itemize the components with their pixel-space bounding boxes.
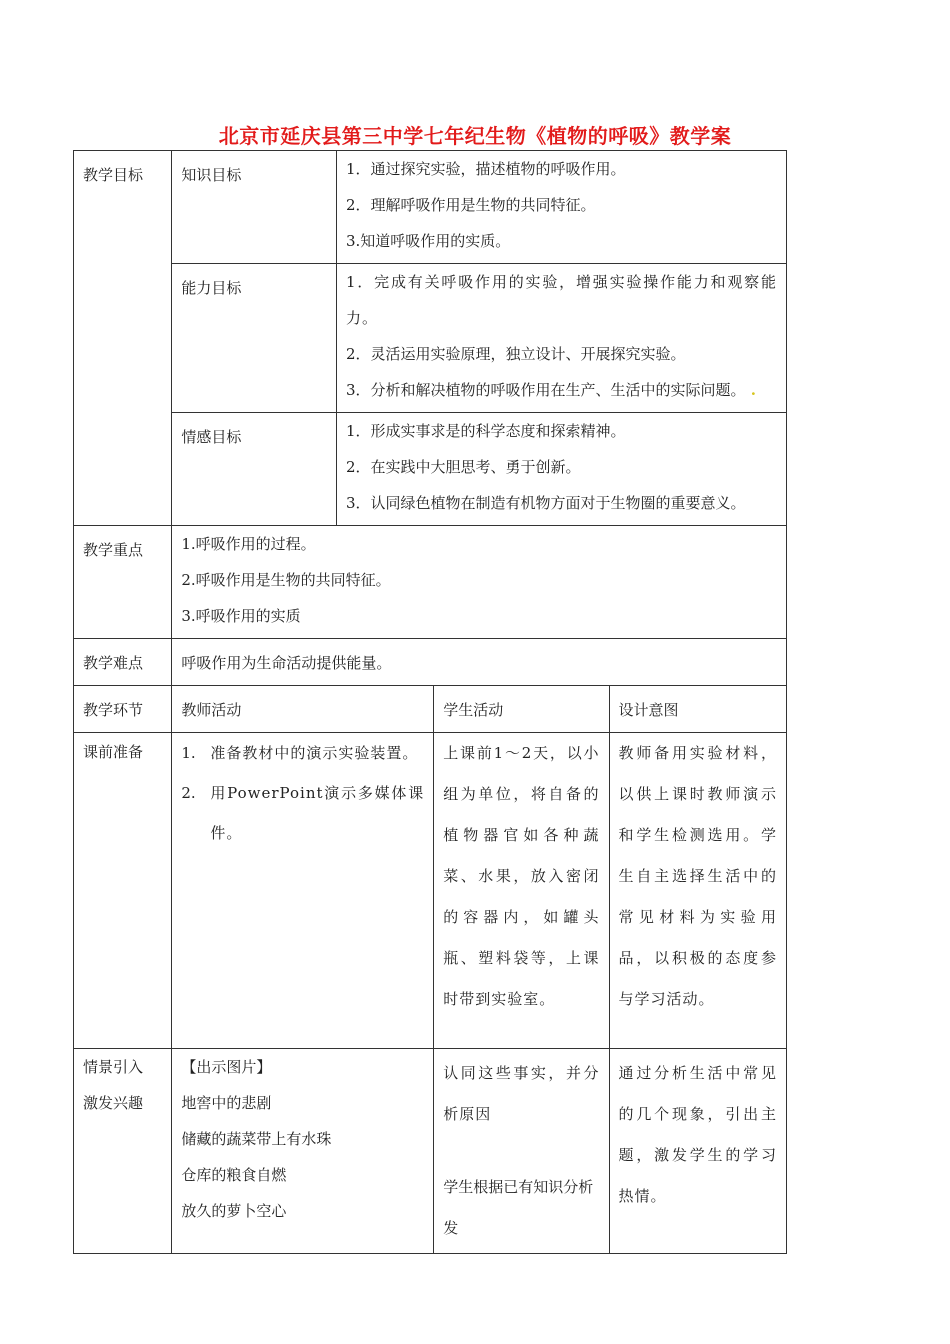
- decorative-dot: .: [745, 381, 756, 399]
- scene-teacher-item: 地窖中的悲剧: [181, 1094, 272, 1112]
- emotion-goal-item: 1．形成实事求是的科学态度和探索精神。: [345, 422, 626, 440]
- scene-stage: [74, 1049, 172, 1254]
- key-point-item: 1.呼吸作用的过程。: [181, 535, 316, 553]
- scene-student: [434, 1049, 609, 1254]
- scene-teacher-item: 储藏的蔬菜带上有水珠: [181, 1130, 332, 1148]
- prep-intent: 教师备用实验材料，以供上课时教师演示和学生检测选用。学生自主选择生活中的常见材料为实验用品，以积极的态度参与学习活动。: [609, 733, 786, 1049]
- knowledge-goal-item: 2．理解呼吸作用是生物的共同特征。: [345, 196, 596, 214]
- key-point-item: 3.呼吸作用的实质: [181, 607, 301, 625]
- scene-row: [74, 1049, 787, 1254]
- prep-student: 上课前1～2天，以小组为单位，将自备的植物器官如各种蔬菜、水果，放入密闭的容器内，如罐头瓶、塑料袋等，上课时带到实验室。: [434, 733, 609, 1049]
- scene-teacher-heading: 【出示图片】: [181, 1058, 272, 1076]
- goals-knowledge-row: [74, 151, 787, 264]
- stage-header-stage: 教学环节: [74, 686, 172, 733]
- scene-stage-line: 情景引入: [83, 1058, 144, 1076]
- knowledge-goal-content: [336, 151, 786, 264]
- scene-teacher-item: 仓库的粮食自燃: [181, 1166, 287, 1184]
- ability-goal-content: [336, 264, 786, 413]
- prep-teacher: [172, 733, 434, 1049]
- key-points-row: [74, 526, 787, 639]
- document-title: 北京市延庆县第三中学七年纪生物《植物的呼吸》教学案: [218, 124, 732, 148]
- scene-student-text: 学生根据已有知识分析发: [443, 1178, 594, 1237]
- ability-goal-item: [346, 372, 777, 408]
- knowledge-goal-item: 3.知道呼吸作用的实质。: [345, 232, 511, 250]
- stage-header-teacher: 教师活动: [172, 686, 434, 733]
- emotion-goal-item: 3．认同绿色植物在制造有机物方面对于生物圈的重要意义。: [345, 494, 746, 512]
- goals-emotion-row: [74, 413, 787, 526]
- ability-goal-item-text: 3．分析和解决植物的呼吸作用在生产、生活中的实际问题。: [345, 381, 746, 399]
- key-points-content: [172, 526, 787, 639]
- difficulty-label: 教学难点: [74, 639, 172, 686]
- scene-teacher-item: 放久的萝卜空心: [181, 1202, 287, 1220]
- scene-stage-line: 激发兴趣: [83, 1094, 144, 1112]
- stage-header-student: 学生活动: [434, 686, 609, 733]
- scene-student-text: 认同这些事实，并分析原因: [443, 1064, 600, 1123]
- scene-student-gap: [443, 1135, 599, 1167]
- knowledge-goal-label: 知识目标: [172, 151, 337, 264]
- prep-teacher-num: 1.: [181, 744, 196, 762]
- difficulty-row: [74, 639, 787, 686]
- difficulty-text: 呼吸作用为生命活动提供能量。: [172, 639, 787, 686]
- prep-stage: 课前准备: [74, 733, 172, 1049]
- goals-ability-row: [74, 264, 787, 413]
- emotion-goal-content: [336, 413, 786, 526]
- prep-teacher-num: 2.: [181, 784, 196, 802]
- ability-goal-item: 2．灵活运用实验原理，独立设计、开展探究实验。: [345, 345, 686, 363]
- stage-header-intent: 设计意图: [609, 686, 786, 733]
- prep-teacher-text: 用PowerPoint演示多媒体课件。: [210, 784, 425, 842]
- scene-teacher: [172, 1049, 434, 1254]
- emotion-goal-label: 情感目标: [172, 413, 337, 526]
- prep-teacher-item: [181, 773, 424, 853]
- prep-teacher-text: 准备教材中的演示实验装置。: [210, 744, 419, 762]
- scene-intent: 通过分析生活中常见的几个现象，引出主题，激发学生的学习热情。: [609, 1049, 786, 1254]
- ability-goal-label: 能力目标: [172, 264, 337, 413]
- prep-row: [74, 733, 787, 1049]
- stage-header-row: [74, 686, 787, 733]
- knowledge-goal-item: 1．通过探究实验，描述植物的呼吸作用。: [345, 160, 626, 178]
- key-point-item: 2.呼吸作用是生物的共同特征。: [181, 571, 391, 589]
- key-points-label: 教学重点: [74, 526, 172, 639]
- goals-label: 教学目标: [74, 151, 172, 526]
- prep-teacher-item: [181, 733, 424, 773]
- emotion-goal-item: 2．在实践中大胆思考、勇于创新。: [345, 458, 581, 476]
- ability-goal-item: 1．完成有关呼吸作用的实验，增强实验操作能力和观察能力。: [345, 273, 777, 327]
- lesson-plan-table: [73, 150, 787, 1254]
